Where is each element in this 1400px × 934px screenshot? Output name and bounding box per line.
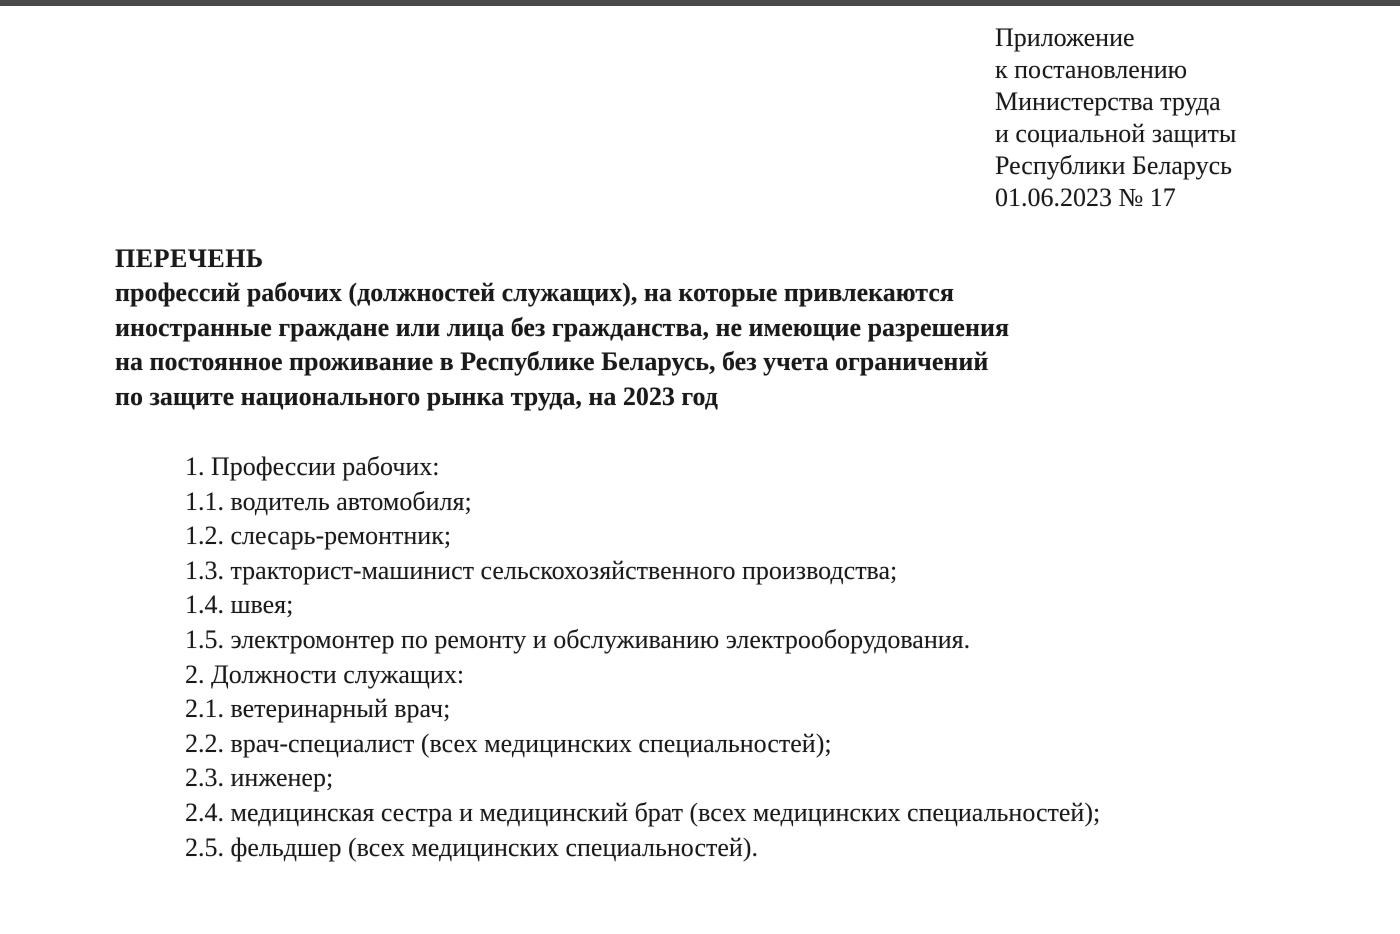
list-section-heading: 1. Профессии рабочих:	[185, 452, 440, 481]
document-heading: ПЕРЕЧЕНЬ	[115, 244, 264, 273]
appendix-line: и социальной защиты	[995, 119, 1237, 148]
document-subtitle-line: по защите национального рынка труда, на 2023 год	[115, 381, 718, 411]
list-item: 2.5. фельдшер (всех медицинских специальностей).	[185, 832, 758, 862]
document-subtitle-line: профессий рабочих (должностей служащих), на которые привлекаются	[115, 278, 954, 307]
appendix-line: Республики Беларусь	[995, 151, 1232, 180]
list-item: 1.3. тракторист-машинист сельскохозяйственного производства;	[185, 555, 898, 585]
document-title-block	[115, 242, 1265, 414]
appendix-line: Приложение	[995, 23, 1135, 52]
appendix-line: Министерства труда	[995, 87, 1221, 116]
list-item: 2.4. медицинская сестра и медицинский брат (всех медицинских специальностей);	[185, 797, 1101, 827]
list-item: 1.1. водитель автомобиля;	[185, 486, 472, 516]
professions-list	[185, 450, 1335, 865]
list-section-heading: 2. Должности служащих:	[185, 659, 465, 689]
appendix-date-number: 01.06.2023 № 17	[995, 183, 1176, 212]
document-subtitle-line: на постоянное проживание в Республике Беларусь, без учета ограничений	[115, 347, 989, 376]
list-item: 1.5. электромонтер по ремонту и обслуживанию электрооборудования.	[185, 624, 971, 654]
appendix-note	[995, 22, 1375, 214]
appendix-line: к постановлению	[995, 55, 1188, 84]
list-item: 1.4. швея;	[185, 590, 294, 620]
list-item: 1.2. слесарь-ремонтник;	[185, 521, 452, 551]
document-page	[0, 6, 1400, 934]
document-subtitle-line: иностранные граждане или лица без гражданства, не имеющие разрешения	[115, 312, 1010, 342]
list-item: 2.2. врач-специалист (всех медицинских специальностей);	[185, 728, 832, 758]
list-item: 2.3. инженер;	[185, 763, 334, 793]
list-item: 2.1. ветеринарный врач;	[185, 694, 451, 724]
